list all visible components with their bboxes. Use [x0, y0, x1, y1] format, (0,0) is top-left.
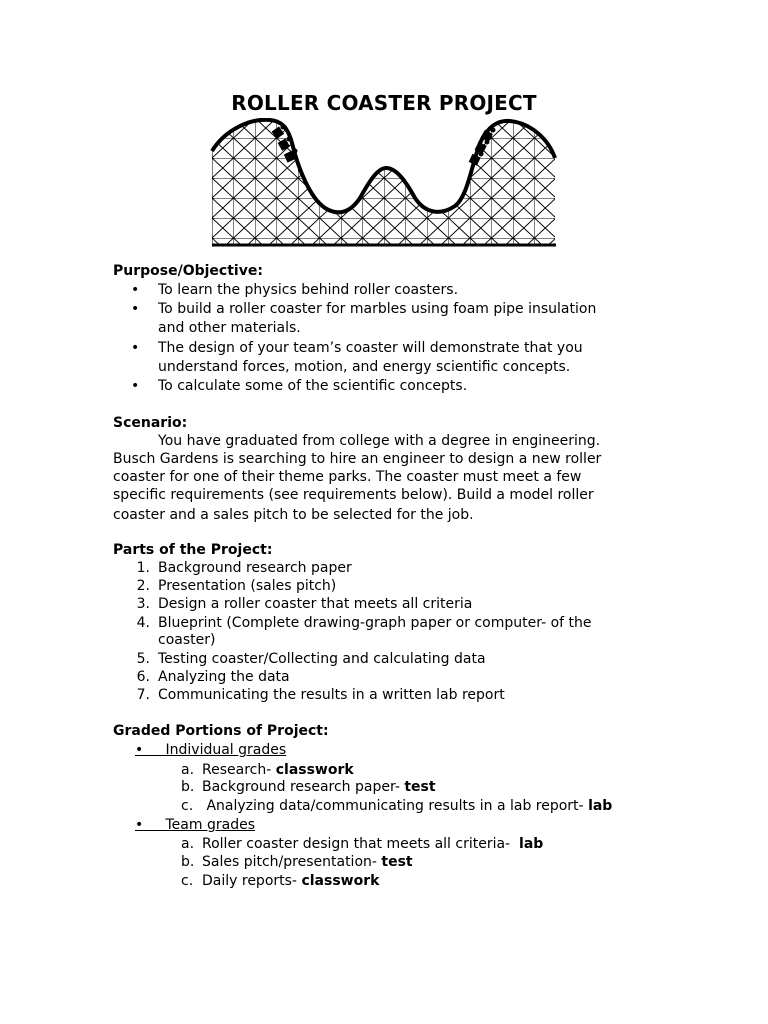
bullet-icon: • — [131, 340, 140, 356]
individual-grades-label: • Individual grades — [135, 742, 287, 758]
parts-item-4: Blueprint (Complete drawing-graph paper or computer- of the — [158, 615, 592, 631]
purpose-bullet-1: To learn the physics behind roller coasters. — [158, 282, 459, 298]
scenario-line-2: Busch Gardens is searching to hire an engineer to design a new roller — [113, 451, 602, 467]
parts-item-4-cont: coaster) — [158, 632, 216, 648]
purpose-bullet-2-cont: and other materials. — [158, 320, 301, 336]
letter-label: a. — [181, 836, 195, 852]
parts-item-7: Communicating the results in a written lab report — [158, 687, 505, 703]
parts-item-6: Analyzing the data — [158, 669, 290, 685]
purpose-bullet-3: The design of your team’s coaster will demonstrate that you — [158, 340, 583, 356]
scenario-heading: Scenario: — [113, 415, 188, 431]
scenario-line-3: coaster for one of their theme parks. The coaster must meet a few — [113, 469, 582, 485]
purpose-heading: Purpose/Objective: — [113, 263, 263, 279]
list-number: 4. — [136, 615, 150, 631]
bullet-icon: • — [131, 282, 140, 298]
scenario-line-5: coaster and a sales pitch to be selected for the job. — [113, 507, 474, 523]
letter-label: a. — [181, 762, 195, 778]
parts-item-3: Design a roller coaster that meets all criteria — [158, 596, 473, 612]
bullet-icon: • — [131, 301, 140, 317]
parts-item-2: Presentation (sales pitch) — [158, 578, 337, 594]
team-item-c: Daily reports- classwork — [202, 873, 380, 889]
letter-label: c. — [181, 873, 194, 889]
individual-item-a: Research- classwork — [202, 762, 354, 778]
scenario-line-4: specific requirements (see requirements below). Build a model roller — [113, 487, 594, 503]
bullet-icon: • — [131, 378, 140, 394]
letter-label: b. — [181, 779, 195, 795]
parts-item-5: Testing coaster/Collecting and calculating data — [158, 651, 486, 667]
team-grades-label: • Team grades — [135, 817, 255, 833]
team-item-a: Roller coaster design that meets all criteria- lab — [202, 836, 544, 852]
parts-item-1: Background research paper — [158, 560, 352, 576]
list-number: 7. — [136, 687, 150, 703]
list-number: 6. — [136, 669, 150, 685]
team-item-b: Sales pitch/presentation- test — [202, 854, 413, 870]
parts-heading: Parts of the Project: — [113, 542, 273, 558]
letter-label: b. — [181, 854, 195, 870]
letter-label: c. — [181, 798, 194, 814]
roller-coaster-illustration — [210, 118, 560, 250]
individual-item-c: Analyzing data/communicating results in a lab report- lab — [202, 798, 613, 814]
purpose-bullet-4: To calculate some of the scientific concepts. — [158, 378, 468, 394]
list-number: 3. — [136, 596, 150, 612]
purpose-bullet-3-cont: understand forces, motion, and energy scientific concepts. — [158, 359, 571, 375]
purpose-bullet-2: To build a roller coaster for marbles using foam pipe insulation — [158, 301, 597, 317]
list-number: 2. — [136, 578, 150, 594]
scenario-line-1: You have graduated from college with a degree in engineering. — [158, 433, 601, 449]
list-number: 1. — [136, 560, 150, 576]
individual-item-b: Background research paper- test — [202, 779, 436, 795]
page-title: ROLLER COASTER PROJECT — [231, 91, 537, 115]
list-number: 5. — [136, 651, 150, 667]
graded-heading: Graded Portions of Project: — [113, 723, 329, 739]
